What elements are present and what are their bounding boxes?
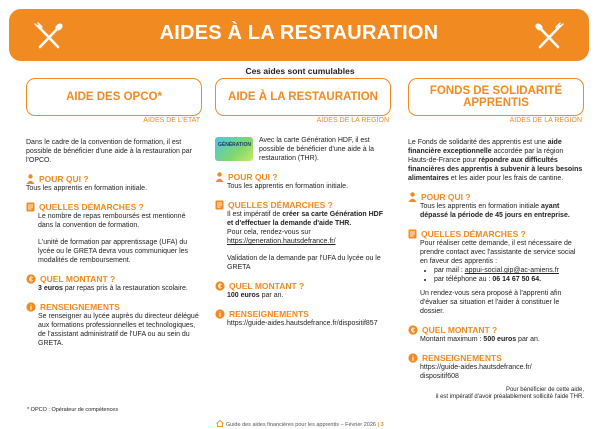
generation-link[interactable]: https://generation.hautsdefrance.fr/ bbox=[227, 238, 336, 245]
email-link[interactable]: appui-social.gip@ac-amiens.fr bbox=[464, 267, 559, 274]
section-title: QUELLES DÉMARCHES ? bbox=[421, 229, 526, 239]
person-icon bbox=[215, 172, 224, 182]
document-icon bbox=[408, 229, 417, 239]
section-text: Un rendez-vous sera proposé à l'apprenti afin d'évaluer sa situation et l'aider à constituer le dossier. bbox=[420, 290, 562, 315]
header-banner bbox=[9, 9, 589, 61]
section-text: 3 euros par repas pris à la restauration scolaire. bbox=[38, 285, 188, 292]
intro-text: Avec la carte Génération HDF, il est possible de bénéficier d'une aide à la restauration (THR). bbox=[259, 137, 374, 162]
section-title: POUR QUI ? bbox=[421, 192, 471, 202]
subtitle: Ces aides sont cumulables bbox=[245, 66, 355, 76]
org-label: AIDES DE L'ETAT bbox=[143, 117, 200, 124]
renseignements-link[interactable]: https://guide-aides.hautsdefrance.fr/dispositif857 bbox=[227, 320, 378, 327]
section-title: QUELLES DÉMARCHES ? bbox=[228, 200, 333, 210]
title-box bbox=[215, 78, 391, 116]
section-renseignements bbox=[408, 353, 584, 381]
section-title: POUR QUI ? bbox=[39, 174, 89, 184]
section-pour-qui bbox=[26, 174, 202, 193]
intro-text: Le Fonds de solidarité des apprentis est une aide financière exceptionnelle accordée par la région Hauts-de-France pour répondre aux difficultés financières des apprentis à subvenir à leurs besoins alimentaires et les aider pour les frais de cantine. bbox=[408, 139, 583, 182]
cutlery-icon bbox=[532, 22, 566, 50]
section-title: QUEL MONTANT ? bbox=[422, 325, 498, 335]
org-label: AIDES DE LA REGION bbox=[509, 117, 582, 124]
contact-list bbox=[408, 266, 584, 284]
list-item: • par mail : appui-social.gip@ac-amiens.fr bbox=[434, 266, 584, 275]
section-text: Tous les apprentis en formation initiale ayant dépassé la période de 45 jours en entreprise. bbox=[420, 203, 570, 219]
person-icon bbox=[408, 192, 417, 202]
info-icon bbox=[215, 309, 225, 319]
column-title: AIDE DES OPCO* bbox=[66, 91, 162, 103]
column-title: AIDE À LA RESTAURATION bbox=[228, 91, 378, 103]
section-pour-qui bbox=[408, 192, 584, 220]
footer-separator: | bbox=[377, 422, 380, 428]
intro-text: Dans le cadre de la convention de formation, il est possible de bénéficier d'une aide à la restauration par l'OPCO. bbox=[26, 139, 192, 164]
title-box bbox=[26, 78, 202, 116]
column-aide-restauration bbox=[215, 78, 391, 328]
section-text: Montant maximum : 500 euros par an. bbox=[420, 336, 540, 343]
generation-card-image: GÉNÉRATION bbox=[215, 137, 253, 161]
section-demarches bbox=[215, 200, 391, 272]
section-text: Tous les apprentis en formation initiale. bbox=[26, 185, 148, 192]
section-text: Le nombre de repas remboursés est mentionné dans la convention de formation. bbox=[38, 213, 186, 229]
svg-text:€: € bbox=[218, 283, 222, 291]
svg-text:€: € bbox=[411, 327, 415, 335]
section-title: QUELLES DÉMARCHES ? bbox=[39, 202, 144, 212]
page-number: 3 bbox=[380, 422, 384, 428]
column-fonds-solidarite bbox=[408, 78, 584, 401]
title-box bbox=[408, 78, 584, 116]
section-title: RENSEIGNEMENTS bbox=[422, 353, 502, 363]
column-title: FONDS DE SOLIDARITÉ APPRENTIS bbox=[429, 85, 563, 109]
section-text: L'unité de formation par apprentissage (UFA) du lycée ou le GRETA devra vous communiquer les modalités de remboursement. bbox=[38, 239, 189, 264]
section-pour-qui bbox=[215, 172, 391, 191]
column-opco bbox=[26, 78, 202, 348]
section-title: RENSEIGNEMENTS bbox=[229, 309, 309, 319]
section-title: RENSEIGNEMENTS bbox=[40, 302, 120, 312]
home-icon bbox=[216, 420, 224, 427]
footer-text: Guide des aides financières pour les apprentis – Février 2026 bbox=[225, 422, 376, 428]
euro-coin-icon bbox=[408, 325, 418, 335]
section-montant bbox=[26, 274, 202, 293]
section-title: QUEL MONTANT ? bbox=[229, 281, 305, 291]
section-text: Pour réaliser cette demande, il est nécessaire de prendre contact avec l'assistante de service social en faveur des apprentis : bbox=[420, 240, 576, 265]
person-icon bbox=[26, 174, 35, 184]
section-text: Tous les apprentis en formation initiale. bbox=[227, 183, 349, 190]
document-icon bbox=[26, 202, 35, 212]
document-icon bbox=[215, 200, 224, 210]
page-title: AIDES À LA RESTAURATION bbox=[159, 22, 439, 44]
intro-row bbox=[215, 136, 391, 163]
page-footer bbox=[0, 420, 600, 428]
info-icon bbox=[26, 302, 36, 312]
section-title: POUR QUI ? bbox=[228, 172, 278, 182]
section-text: Il est impératif de créer sa carte Génération HDF et d'effectuer la demande d'aide THR. Pour cela, rendez-vous sur https://generation.hautsdefrance.fr/ bbox=[227, 211, 384, 245]
section-text: 100 euros par an. bbox=[227, 292, 284, 299]
info-icon bbox=[408, 353, 418, 363]
section-demarches bbox=[26, 202, 202, 265]
renseignements-link[interactable]: https://guide-aides.hautsdefrance.fr/dispositif608 bbox=[420, 364, 532, 380]
svg-text:i: i bbox=[412, 356, 414, 363]
section-montant bbox=[408, 325, 584, 344]
svg-text:€: € bbox=[29, 276, 33, 284]
notice-text: Pour bénéficier de cette aide, il est impératif d'avoir préalablement sollicité l'aide THR. bbox=[435, 387, 584, 400]
org-label: AIDES DE LA REGION bbox=[316, 117, 389, 124]
footnote: * OPCO : Opérateur de compétences bbox=[27, 407, 119, 413]
section-demarches bbox=[408, 229, 584, 316]
section-title: QUEL MONTANT ? bbox=[40, 274, 116, 284]
section-renseignements bbox=[215, 309, 391, 328]
euro-coin-icon bbox=[215, 281, 225, 291]
svg-text:i: i bbox=[219, 312, 221, 319]
section-text: Se renseigner au lycée auprès du directeur délégué aux formations professionnelles et technologiques, de l'assistant administratif de l'UFA ou au sein du GRETA. bbox=[38, 313, 199, 347]
euro-coin-icon bbox=[26, 274, 36, 284]
svg-text:i: i bbox=[30, 305, 32, 312]
section-text: Validation de la demande par l'UFA du lycée ou le GRETA bbox=[227, 255, 381, 271]
section-montant bbox=[215, 281, 391, 300]
list-item: • par téléphone au : 06 14 67 50 64. bbox=[434, 275, 584, 284]
section-renseignements bbox=[26, 302, 202, 348]
